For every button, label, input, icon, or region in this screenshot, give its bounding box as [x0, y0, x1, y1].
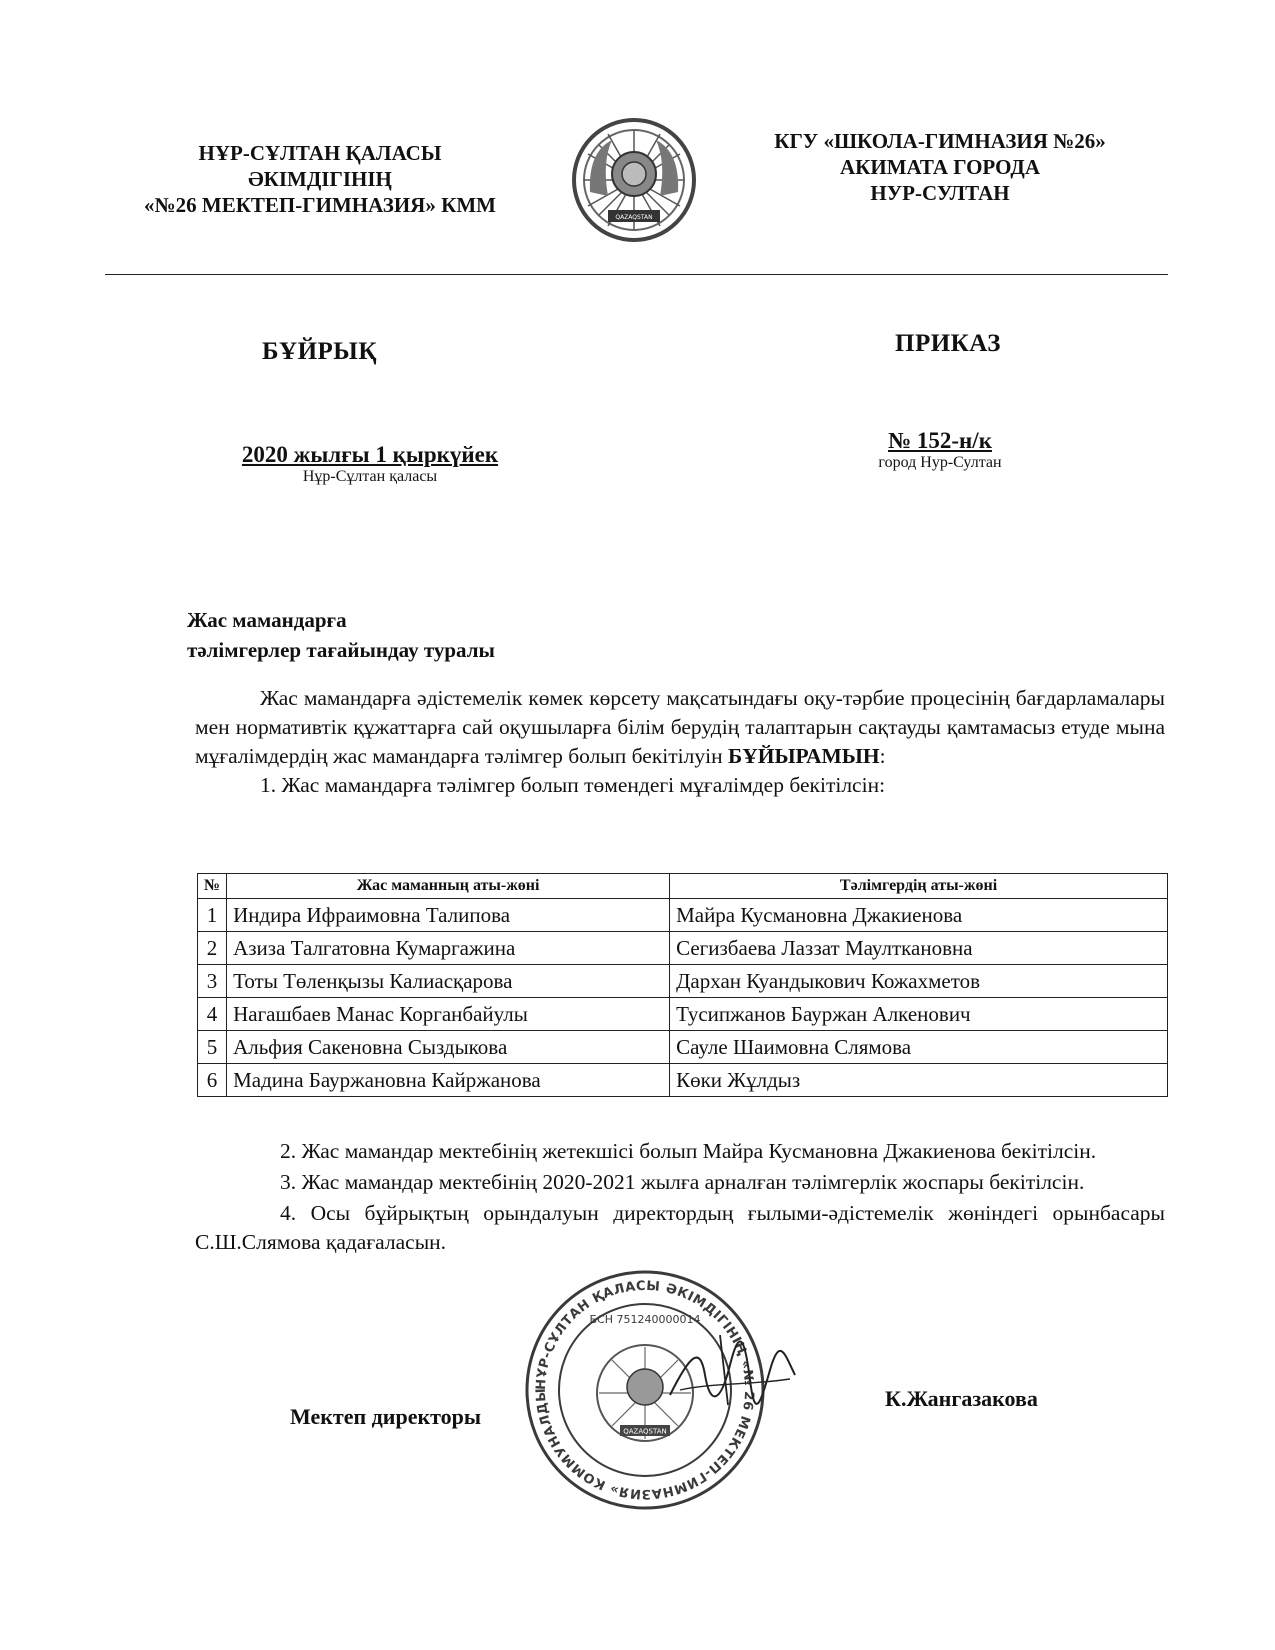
- item-3: 3. Жас мамандар мектебінің 2020-2021 жылға арналған тәлімгерлік жоспары бекітілсін.: [280, 1170, 1085, 1194]
- header-left-line: НҰР-СҰЛТАН ҚАЛАСЫ: [198, 141, 442, 165]
- emblem-text: QAZAQSTAN: [615, 214, 653, 221]
- order-place-ru: город Нур-Султан: [878, 454, 1002, 471]
- header-left-line: ӘКІМДІГІНІҢ: [248, 167, 392, 191]
- header-right: [730, 128, 1150, 206]
- row-number: 6: [198, 1064, 227, 1097]
- director-name: К.Жангазакова: [885, 1386, 1038, 1411]
- order-subject: [187, 605, 495, 665]
- young-specialist-name: Мадина Бауржановна Кайржанова: [227, 1064, 670, 1097]
- state-emblem: [568, 112, 700, 250]
- table-row: [198, 932, 1168, 965]
- order-title-kz: БҰЙРЫҚ: [262, 338, 377, 365]
- mentor-name: Сауле Шаимовна Слямова: [670, 1031, 1168, 1064]
- subject-line: Жас мамандарға: [187, 608, 347, 632]
- mentor-name: Сегизбаева Лаззат Маулткановна: [670, 932, 1168, 965]
- table-header: №: [198, 874, 227, 899]
- mentors-table: [197, 873, 1168, 1097]
- header-left-line: «№26 МЕКТЕП-ГИМНАЗИЯ» КММ: [144, 193, 496, 217]
- table-header: Тәлімгердің аты-жөні: [670, 874, 1168, 899]
- intro-end: :: [879, 744, 886, 768]
- row-number: 1: [198, 899, 227, 932]
- stamp-ring-text: НҰР-СҰЛТАН ҚАЛАСЫ ӘКІМДІГІНІҢ «№ 26 МЕКТЕП-ГИМНАЗИЯ» КОММУНАЛДЫ: [533, 1278, 757, 1502]
- order-number-block: [840, 428, 1040, 472]
- intro-paragraph: [195, 684, 1165, 771]
- order-date-block: [205, 442, 535, 486]
- stamp-bin: БСН 751240000014: [589, 1313, 701, 1326]
- subject-line: тәлімгерлер тағайындау туралы: [187, 638, 495, 662]
- order-body: [195, 684, 1165, 800]
- row-number: 2: [198, 932, 227, 965]
- handwritten-signature: [660, 1335, 800, 1415]
- header-right-line: КГУ «ШКОЛА-ГИМНАЗИЯ №26»: [774, 129, 1106, 153]
- young-specialist-name: Альфия Сакеновна Сыздыкова: [227, 1031, 670, 1064]
- table-header: Жас маманның аты-жөні: [227, 874, 670, 899]
- row-number: 4: [198, 998, 227, 1031]
- item-1: 1. Жас мамандарға тәлімгер болып төмендегі мұғалімдер бекітілсін:: [260, 773, 886, 797]
- header-right-line: НУР-СУЛТАН: [870, 181, 1010, 205]
- header-left: [95, 140, 545, 218]
- order-title-ru: ПРИКАЗ: [895, 330, 1001, 357]
- mentor-name: Дархан Куандыкович Кожахметов: [670, 965, 1168, 998]
- young-specialist-name: Тоты Төленқызы Калиасқарова: [227, 965, 670, 998]
- order-place-kz: Нұр-Сұлтан қаласы: [302, 468, 438, 485]
- signature-label: Мектеп директоры: [290, 1404, 482, 1429]
- item-4: 4. Осы бұйрықтың орындалуын директордың ғылыми-әдістемелік жөніндегі орынбасары С.Ш.Слямова қадағаласын.: [195, 1201, 1165, 1254]
- row-number: 5: [198, 1031, 227, 1064]
- young-specialist-name: Азиза Талгатовна Кумаргажина: [227, 932, 670, 965]
- header-divider: [105, 274, 1168, 275]
- table-row: [198, 998, 1168, 1031]
- table-row: [198, 899, 1168, 932]
- mentor-name: Майра Кусмановна Джакиенова: [670, 899, 1168, 932]
- stamp-emblem-text: QAZAQSTAN: [623, 1427, 667, 1436]
- table-row: [198, 1064, 1168, 1097]
- table-header-row: [198, 874, 1168, 899]
- intro-text: Жас мамандарға әдістемелік көмек көрсету мақсатындағы оқу-тәрбие процесінің бағдарламалары мен нормативтік құжаттарға сай оқушыларға білім берудің талаптарын сақтауды қамтамасыз етуде мына мұғалімдердің жас мамандарға тәлімгер болып бекітілуін: [195, 686, 1165, 768]
- order-number: № 152-н/к: [888, 428, 992, 453]
- young-specialist-name: Нагашбаев Манас Корганбайулы: [227, 998, 670, 1031]
- table-row: [198, 965, 1168, 998]
- mentor-name: Тусипжанов Бауржан Алкенович: [670, 998, 1168, 1031]
- table-row: [198, 1031, 1168, 1064]
- row-number: 3: [198, 965, 227, 998]
- mentor-name: Көки Жұлдыз: [670, 1064, 1168, 1097]
- order-items: [195, 1137, 1165, 1259]
- young-specialist-name: Индира Ифраимовна Талипова: [227, 899, 670, 932]
- order-date: 2020 жылғы 1 қыркүйек: [241, 442, 499, 467]
- item-2: 2. Жас мамандар мектебінің жетекшісі болып Майра Кусмановна Джакиенова бекітілсін.: [280, 1139, 1097, 1163]
- intro-bold: БҰЙЫРАМЫН: [727, 744, 880, 768]
- header-right-line: АКИМАТА ГОРОДА: [839, 155, 1041, 179]
